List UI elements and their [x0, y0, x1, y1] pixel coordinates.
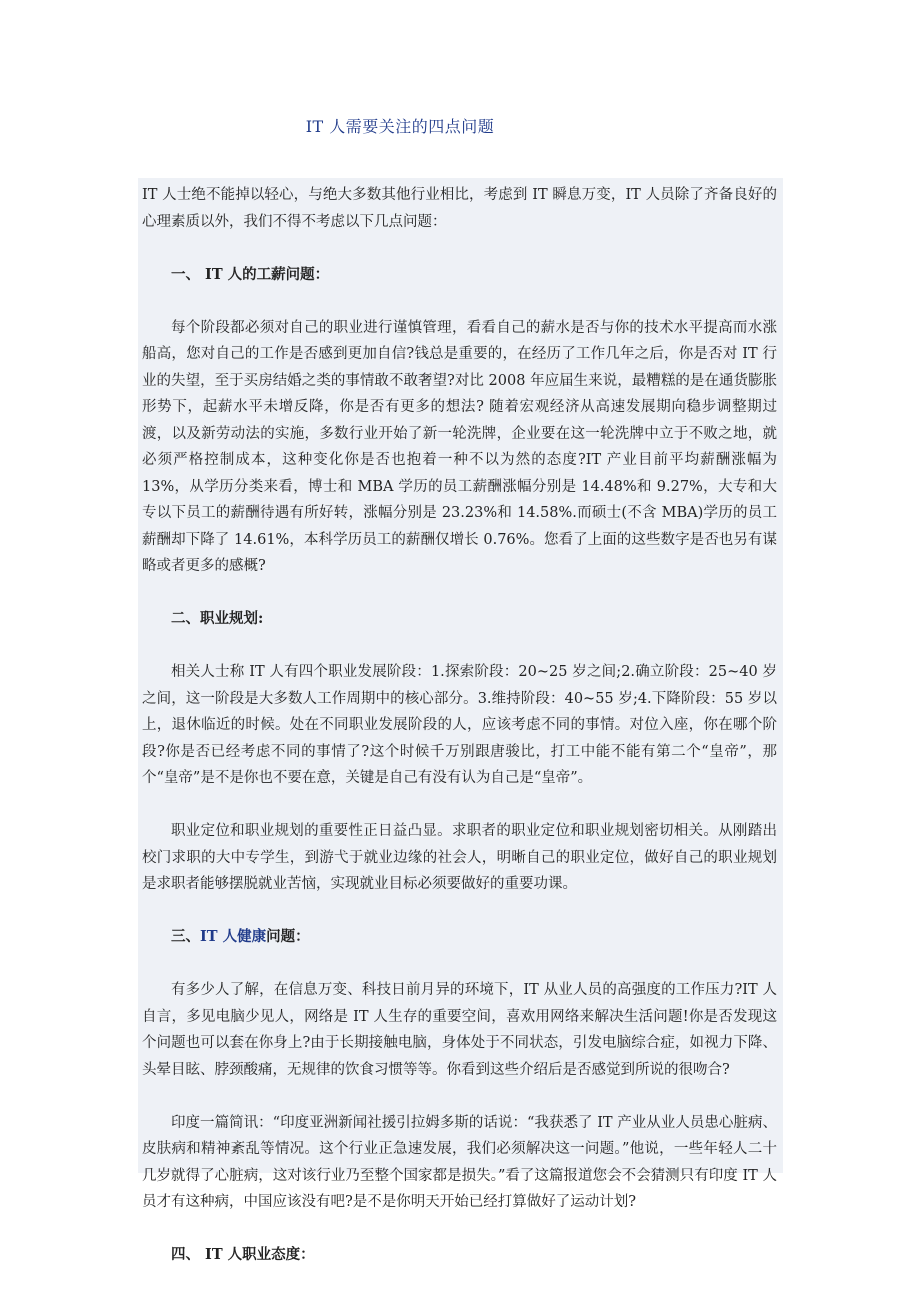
section1-paragraph: 每个阶段都必须对自己的职业进行谨慎管理，看看自己的薪水是否与你的技术水平提高而水涨船高，您对自己的工作是否感到更加自信?钱总是重要的，在经历了工作几年之后，你是否对 IT 行业的失望，至于买房结婚之类的事情敢不敢奢望?对比 2008 年应届生来说，最糟糕的是在通货膨胀形势下，起薪水平未增反降，你是否有更多的想法? 随着宏观经济从高速发展期向稳步调整期过渡，以及新劳动法的实施，多数行业开始了新一轮洗牌，企业要在这一轮洗牌中立于不败之地，就必须严格控制成本，这种变化你是否也抱着一种不以为然的态度?IT 产业目前平均薪酬涨幅为 13%，从学历分类来看，博士和 MBA 学历的员工薪酬涨幅分别是 14.48%和 9.27%，大专和大专以下员工的薪酬待遇有所好转，涨幅分别是 23.23%和 14.58%.而硕士(不含 MBA)学历的员工薪酬却下降了 14.61%，本科学历员工的薪酬仅增长 0.76%。您看了上面的这些数字是否也另有谋略或者更多的感概?: [142, 319, 777, 574]
section3-heading-link[interactable]: IT 人健康: [200, 928, 267, 945]
spacer: [142, 633, 777, 660]
article-body: [138, 178, 783, 1263]
section2-paragraph-2: 职业定位和职业规划的重要性正日益凸显。求职者的职业定位和职业规划密切相关。从刚踏出校门求职的大中专学生，到游弋于就业边缘的社会人，明晰自己的职业定位，做好自己的职业规划是求职者能够摆脱就业苦恼，实现就业目标必须要做好的重要功课。: [142, 823, 777, 892]
spacer: [142, 288, 777, 315]
section3-paragraph-1: 有多少人了解，在信息万变、科技日前月异的环境下，IT 从业人员的高强度的工作压力?IT 人自言，多见电脑少见人，网络是 IT 人生存的重要空间，喜欢用网络来解决生活问题!你是否发现这个问题也可以套在你身上?由于长期接触电脑，身体处于不同状态，引发电脑综合症，如视力下降、头晕目眩、脖颈酸痛，无规律的饮食习惯等等。你看到这些介绍后是否感觉到所说的很吻合?: [142, 982, 777, 1078]
section4-heading: 四、 IT 人职业态度：: [171, 1246, 315, 1263]
section3-heading-suffix: 问题：: [266, 928, 310, 945]
section3-heading: [142, 924, 777, 951]
spacer: [142, 898, 777, 925]
spacer: [142, 792, 777, 819]
section2-paragraph-1: 相关人士称 IT 人有四个职业发展阶段：1.探索阶段：20~25 岁之间;2.确立阶段：25~40 岁之间，这一阶段是大多数人工作周期中的核心部分。3.维持阶段：40~55 岁;4.下降阶段：55 岁以上，退休临近的时候。处在不同职业发展阶段的人，应该考虑不同的事情。对位入座，你在哪个阶段?你是否已经考虑不同的事情了?这个时候千万别跟唐骏比，打工中能不能有第二个“皇帝”，那个“皇帝”是不是你也不要在意，关键是自己有没有认为自己是“皇帝”。: [142, 664, 777, 786]
intro-paragraph: IT 人士绝不能掉以轻心，与绝大多数其他行业相比，考虑到 IT 瞬息万变，IT 人员除了齐备良好的心理素质以外，我们不得不考虑以下几点问题：: [142, 187, 777, 230]
spacer: [142, 951, 777, 978]
page-title: IT 人需要关注的四点问题: [305, 117, 495, 136]
section3-heading-prefix: 三、: [171, 928, 200, 945]
section1-heading: 一、 IT 人的工薪问题：: [171, 265, 330, 283]
section3-paragraph-2: 印度一篇简讯：“印度亚洲新闻社援引拉姆多斯的话说：“我获悉了 IT 产业从业人员患心脏病、皮肤病和精神紊乱等情况。这个行业正急速发展，我们必须解决这一问题。”他说，一些年轻人二十几岁就得了心脏病，这对该行业乃至整个国家都是损失。”看了这篇报道您会不会猜测只有印度 IT 人员才有这种病，中国应该没有吧?是不是你明天开始已经打算做好了运动计划?: [142, 1114, 777, 1210]
spacer: [142, 1216, 777, 1243]
spacer: [142, 580, 777, 607]
spacer: [142, 235, 777, 262]
section2-heading: 二、职业规划:: [171, 610, 264, 627]
spacer: [142, 1083, 777, 1110]
